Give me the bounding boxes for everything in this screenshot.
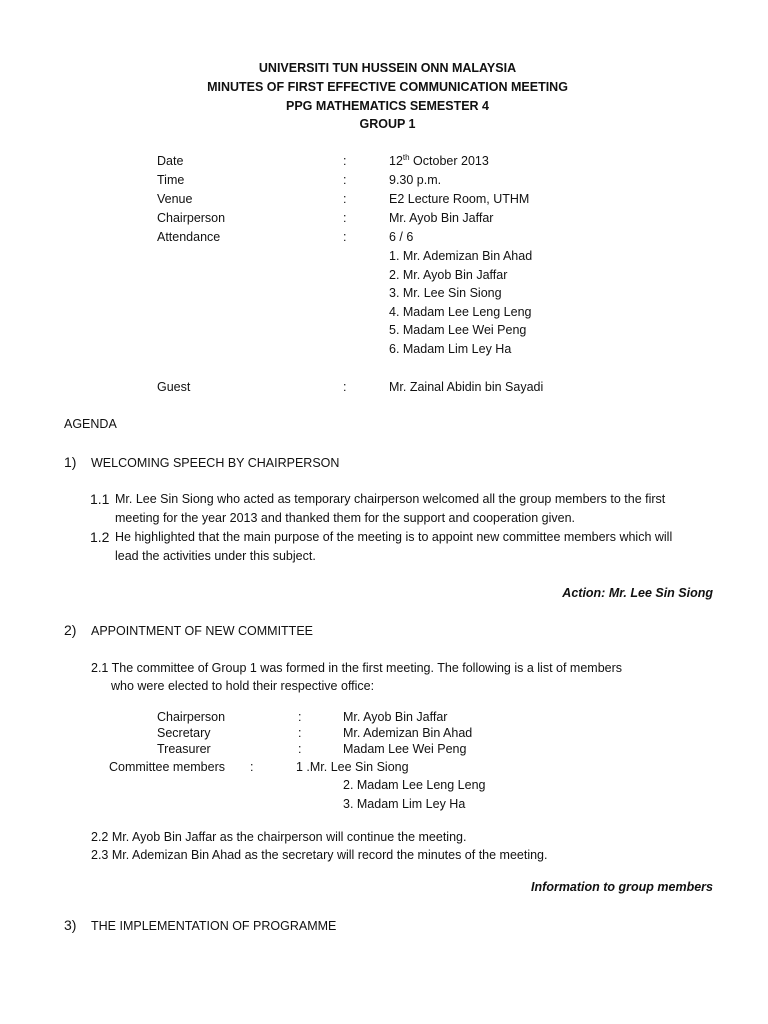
- date-value: 12th October 2013: [389, 152, 489, 168]
- paragraph-text: lead the activities under this subject.: [115, 549, 316, 563]
- paragraph-text: 2.2 Mr. Ayob Bin Jaffar as the chairperson will continue the meeting.: [91, 830, 467, 844]
- committee-role-label: Secretary: [157, 726, 211, 740]
- document-title: MINUTES OF FIRST EFFECTIVE COMMUNICATION MEETING: [207, 80, 568, 94]
- colon: :: [298, 726, 302, 740]
- colon: :: [298, 710, 302, 724]
- venue-value: E2 Lecture Room, UTHM: [389, 192, 530, 206]
- colon: :: [343, 380, 347, 394]
- paragraph-text: 2.3 Mr. Ademizan Bin Ahad as the secretary will record the minutes of the meeting.: [91, 848, 548, 862]
- course-title: PPG MATHEMATICS SEMESTER 4: [285, 99, 490, 113]
- attendee-item: 1. Mr. Ademizan Bin Ahad: [389, 249, 533, 263]
- committee-role-label: Chairperson: [157, 710, 226, 724]
- date-label: Date: [157, 154, 184, 168]
- attendee-item: 4. Madam Lee Leng Leng: [389, 305, 532, 319]
- committee-role-value: Mr. Ademizan Bin Ahad: [343, 726, 473, 740]
- chairperson-label: Chairperson: [157, 211, 226, 225]
- agenda-heading: AGENDA: [64, 417, 117, 431]
- information-note: Information to group members: [531, 880, 713, 894]
- committee-role-label: Treasurer: [157, 742, 211, 756]
- time-label: Time: [157, 173, 185, 187]
- colon: :: [343, 192, 347, 206]
- colon: :: [343, 154, 347, 168]
- section-title: APPOINTMENT OF NEW COMMITTEE: [91, 624, 313, 638]
- group-title: GROUP 1: [359, 117, 416, 131]
- paragraph-text: who were elected to hold their respective office:: [111, 679, 375, 693]
- committee-member-item: 1 .Mr. Lee Sin Siong: [296, 760, 409, 774]
- section-number: 3): [64, 917, 77, 933]
- attendee-item: 3. Mr. Lee Sin Siong: [389, 286, 502, 300]
- section-title: WELCOMING SPEECH BY CHAIRPERSON: [91, 456, 340, 470]
- colon: :: [343, 230, 347, 244]
- university-name: UNIVERSITI TUN HUSSEIN ONN MALAYSIA: [258, 61, 517, 75]
- committee-member-item: 3. Madam Lim Ley Ha: [343, 797, 466, 811]
- attendance-label: Attendance: [157, 230, 221, 244]
- chairperson-value: Mr. Ayob Bin Jaffar: [389, 211, 494, 225]
- venue-label: Venue: [157, 192, 193, 206]
- paragraph-number: 1.1: [90, 491, 110, 507]
- section-number: 2): [64, 622, 77, 638]
- guest-label: Guest: [157, 380, 191, 394]
- action-note: Action: Mr. Lee Sin Siong: [562, 586, 713, 600]
- paragraph-text: meeting for the year 2013 and thanked them for the support and cooperation given.: [115, 511, 576, 525]
- colon: :: [250, 760, 254, 774]
- committee-role-value: Madam Lee Wei Peng: [343, 742, 467, 756]
- guest-value: Mr. Zainal Abidin bin Sayadi: [389, 380, 544, 394]
- attendance-value: 6 / 6: [389, 230, 414, 244]
- section-title: THE IMPLEMENTATION OF PROGRAMME: [91, 919, 337, 933]
- paragraph-number: 1.2: [90, 529, 110, 545]
- attendee-item: 6. Madam Lim Ley Ha: [389, 342, 512, 356]
- committee-role-value: Mr. Ayob Bin Jaffar: [343, 710, 448, 724]
- section-number: 1): [64, 454, 77, 470]
- time-value: 9.30 p.m.: [389, 173, 442, 187]
- attendee-item: 2. Mr. Ayob Bin Jaffar: [389, 268, 508, 282]
- paragraph-text: Mr. Lee Sin Siong who acted as temporary chairperson welcomed all the group members to the first: [115, 492, 666, 506]
- paragraph-text: He highlighted that the main purpose of the meeting is to appoint new committee members which will: [115, 530, 673, 544]
- attendee-item: 5. Madam Lee Wei Peng: [389, 323, 527, 337]
- paragraph-text: 2.1 The committee of Group 1 was formed in the first meeting. The following is a list of members: [91, 661, 623, 675]
- colon: :: [343, 211, 347, 225]
- committee-member-item: 2. Madam Lee Leng Leng: [343, 778, 486, 792]
- colon: :: [343, 173, 347, 187]
- committee-role-label: Committee members: [109, 760, 225, 774]
- colon: :: [298, 742, 302, 756]
